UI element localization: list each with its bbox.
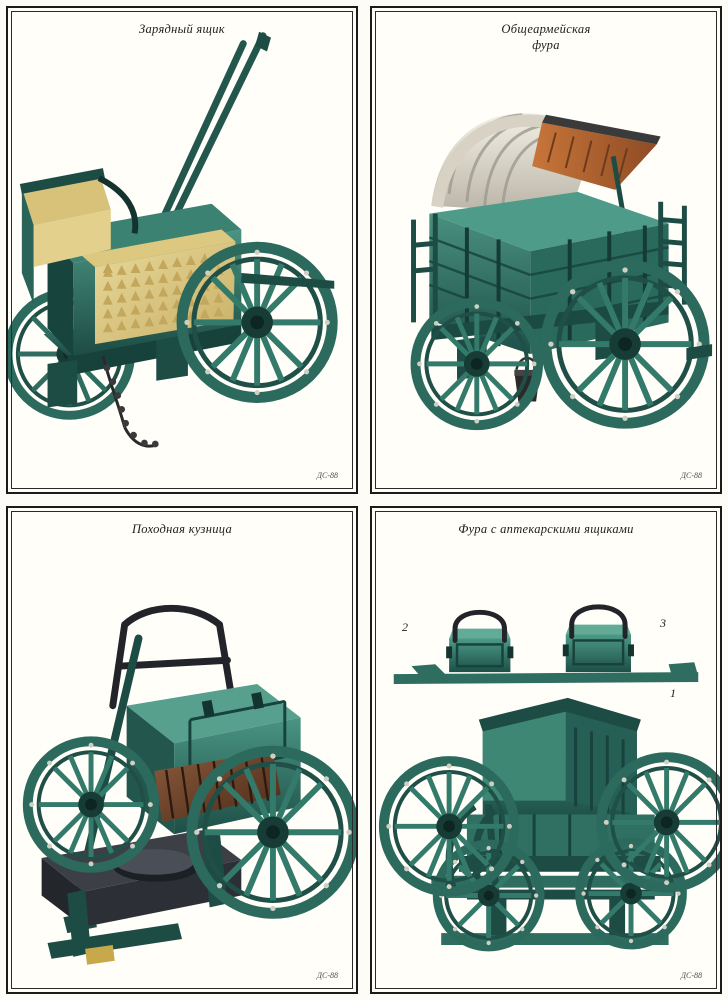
plate-1-caption: Зарядный ящик [139, 22, 225, 36]
plate-2-illustration [372, 8, 720, 492]
plate-1-frame [6, 6, 358, 494]
plate-2-caption-line2: фура [532, 37, 560, 52]
plate-4-frame [370, 506, 722, 994]
plate-4-number-1: 1 [670, 686, 676, 700]
plate-2-signature: ДС-88 [680, 471, 702, 480]
plate-4-number-2: 2 [402, 620, 408, 634]
plate-4-number-3: 3 [660, 616, 666, 630]
plate-1 [0, 0, 364, 500]
plate-3 [0, 500, 364, 1000]
plate-3-signature: ДС-88 [316, 971, 338, 980]
plate-4-caption: Фура с аптекарскими ящиками [458, 522, 634, 536]
plate-3-illustration [8, 508, 356, 992]
plate-2 [364, 0, 728, 500]
plate-4-signature: ДС-88 [680, 971, 702, 980]
plate-1-signature: ДС-88 [316, 471, 338, 480]
plate-1-illustration [8, 8, 356, 492]
plate-2-caption-line1: Общеармейская [501, 22, 591, 36]
plate-2-frame [370, 6, 722, 494]
plate-3-frame [6, 506, 358, 994]
plate-4 [364, 500, 728, 1000]
plate-3-caption: Походная кузница [131, 522, 233, 536]
plate-4-illustration [372, 508, 720, 992]
